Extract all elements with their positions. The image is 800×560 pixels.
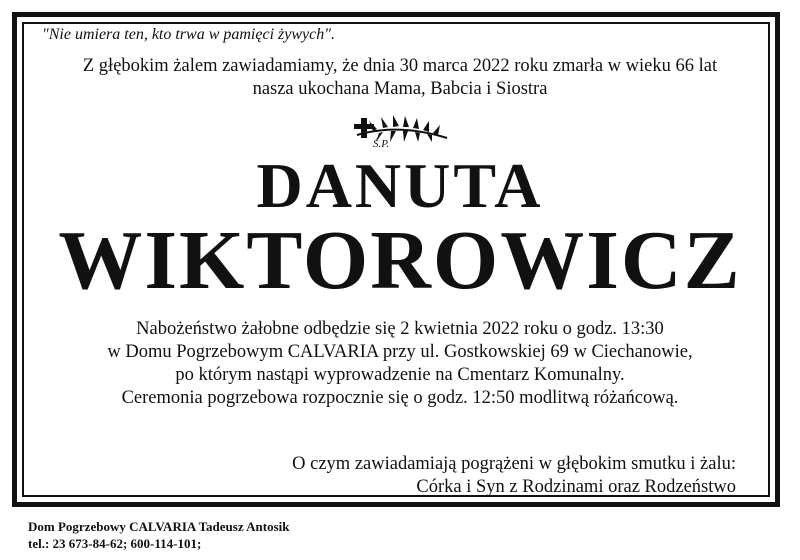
funeral-home-phone: tel.: 23 673-84-62; 600-114-101; (28, 536, 202, 551)
deceased-first-name: DANUTA (256, 150, 544, 221)
closing-line: O czym zawiadamiają pogrążeni w głębokim smutku i żalu: (292, 454, 736, 474)
service-line: po którym nastąpi wyprowadzenie na Cmentarz Komunalny. (175, 365, 625, 385)
deceased-surname: WIKTOROWICZ (58, 214, 742, 307)
emblem-caption: Ś.P. (373, 138, 390, 150)
death-announcement (0, 55, 800, 101)
service-line: w Domu Pogrzebowym CALVARIA przy ul. Gostkowskiej 69 w Ciechanowie, (107, 342, 693, 362)
mourners-signature (292, 453, 736, 499)
announcement-line: nasza ukochana Mama, Babcia i Siostra (252, 79, 548, 99)
funeral-home-name: Dom Pogrzebowy CALVARIA Tadeusz Antosik (28, 519, 290, 534)
service-line: Nabożeństwo żałobne odbędzie się 2 kwietnia 2022 roku o godz. 13:30 (136, 319, 664, 339)
closing-line: Córka i Syn z Rodzinami oraz Rodzeństwo (416, 477, 736, 497)
funeral-home-footer (28, 518, 290, 552)
motto-quote: "Nie umiera ten, kto trwa w pamięci żywych". (42, 26, 335, 43)
service-line: Ceremonia pogrzebowa rozpocznie się o godz. 12:50 modlitwą różańcową. (121, 388, 679, 408)
announcement-line: Z głębokim żalem zawiadamiamy, że dnia 30 marca 2022 roku zmarła w wieku 66 lat (82, 56, 718, 76)
cross-with-palm-branch-icon (343, 109, 453, 149)
funeral-service-details (0, 318, 800, 410)
